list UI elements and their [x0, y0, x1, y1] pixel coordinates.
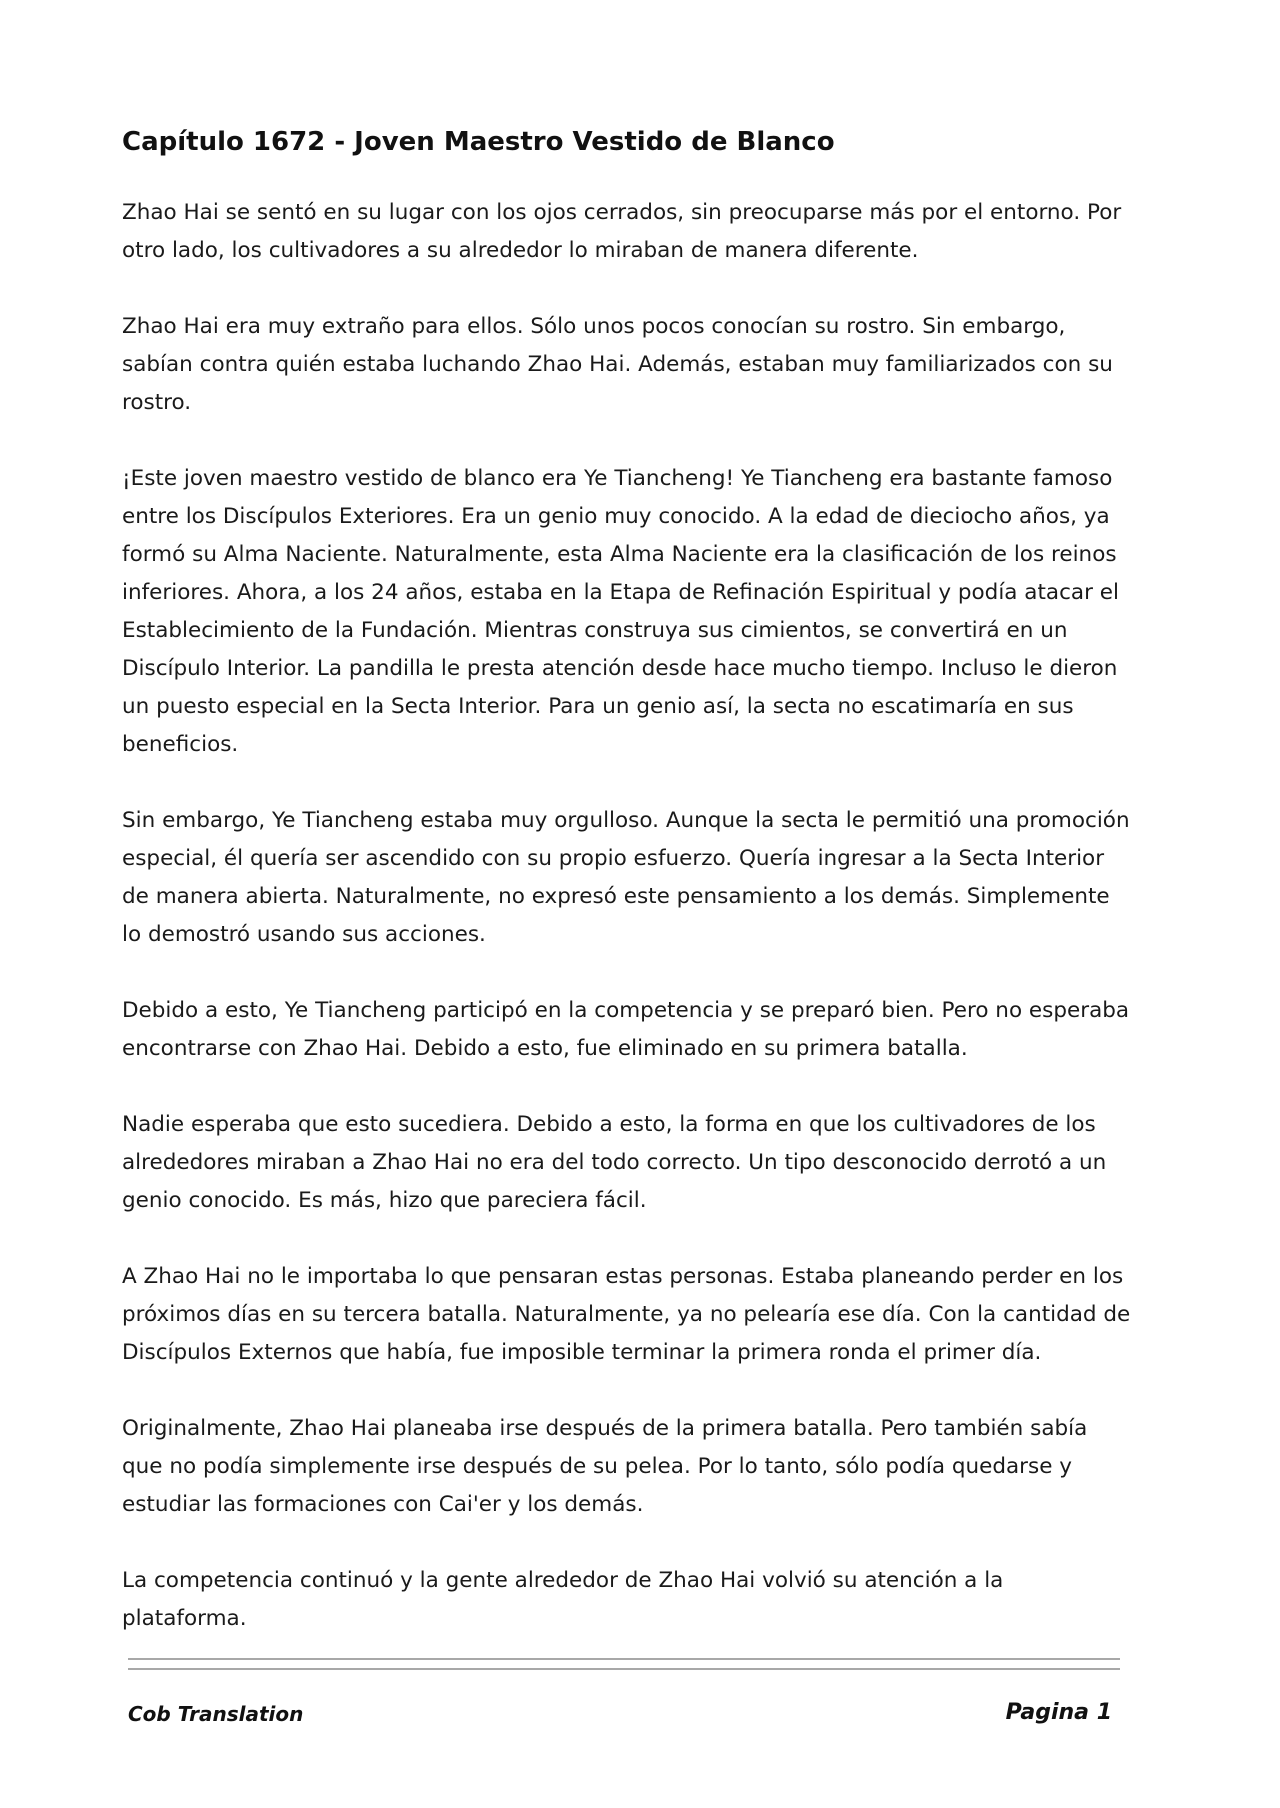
footer-divider-bottom — [128, 1668, 1120, 1670]
paragraph: ¡Este joven maestro vestido de blanco era Ye Tiancheng! Ye Tiancheng era bastante famoso entre los Discípulos Exteriores. Era un genio muy conocido. A la edad de dieciocho años, ya formó su Alma Naciente. Naturalmente, esta Alma Naciente era la clasificación de los reinos inferiores. Ahora, a los 24 años, estaba en la Etapa de Refinación Espiritual y podía atacar el Establecimiento de la Fundación. Mientras construya sus cimientos, se convertirá en un Discípulo Interior. La pandilla le presta atención desde hace mucho tiempo. Incluso le dieron un puesto especial en la Secta Interior. Para un genio así, la secta no escatimaría en sus beneficios. — [122, 466, 1119, 757]
paragraph: La competencia continuó y la gente alrededor de Zhao Hai volvió su atención a la plataforma. — [122, 1568, 1004, 1631]
paragraph: Nadie esperaba que esto sucediera. Debido a esto, la forma en que los cultivadores de los alrededores miraban a Zhao Hai no era del todo correcto. Un tipo desconocido derrotó a un genio conocido. Es más, hizo que pareciera fácil. — [122, 1112, 1107, 1213]
paragraph: Debido a esto, Ye Tiancheng participó en la competencia y se preparó bien. Pero no esperaba encontrarse con Zhao Hai. Debido a esto, fue eliminado en su primera batalla. — [122, 998, 1130, 1061]
chapter-title: Capítulo 1672 - Joven Maestro Vestido de Blanco — [122, 127, 835, 157]
paragraph: Zhao Hai se sentó en su lugar con los ojos cerrados, sin preocuparse más por el entorno. Por otro lado, los cultivadores a su alrededor lo miraban de manera diferente. — [122, 200, 1122, 263]
footer-divider-top — [128, 1658, 1120, 1660]
paragraph: Zhao Hai era muy extraño para ellos. Sólo unos pocos conocían su rostro. Sin embargo, sabían contra quién estaba luchando Zhao Hai. Además, estaban muy familiarizados con su rostro. — [122, 314, 1113, 415]
paragraph: A Zhao Hai no le importaba lo que pensaran estas personas. Estaba planeando perder en los próximos días en su tercera batalla. Naturalmente, ya no pelearía ese día. Con la cantidad de Discípulos Externos que había, fue imposible terminar la primera ronda el primer día. — [122, 1264, 1131, 1365]
footer-translator-credit: Cob Translation — [128, 1702, 304, 1726]
footer-page-number: Pagina 1 — [1005, 1700, 1112, 1725]
document-body — [122, 124, 1132, 1676]
paragraph: Originalmente, Zhao Hai planeaba irse después de la primera batalla. Pero también sabía que no podía simplemente irse después de su pelea. Por lo tanto, sólo podía quedarse y estudiar las formaciones con Cai'er y los demás. — [122, 1416, 1088, 1517]
paragraph: Sin embargo, Ye Tiancheng estaba muy orgulloso. Aunque la secta le permitió una promoción especial, él quería ser ascendido con su propio esfuerzo. Quería ingresar a la Secta Interior de manera abierta. Naturalmente, no expresó este pensamiento a los demás. Simplemente lo demostró usando sus acciones. — [122, 808, 1130, 947]
